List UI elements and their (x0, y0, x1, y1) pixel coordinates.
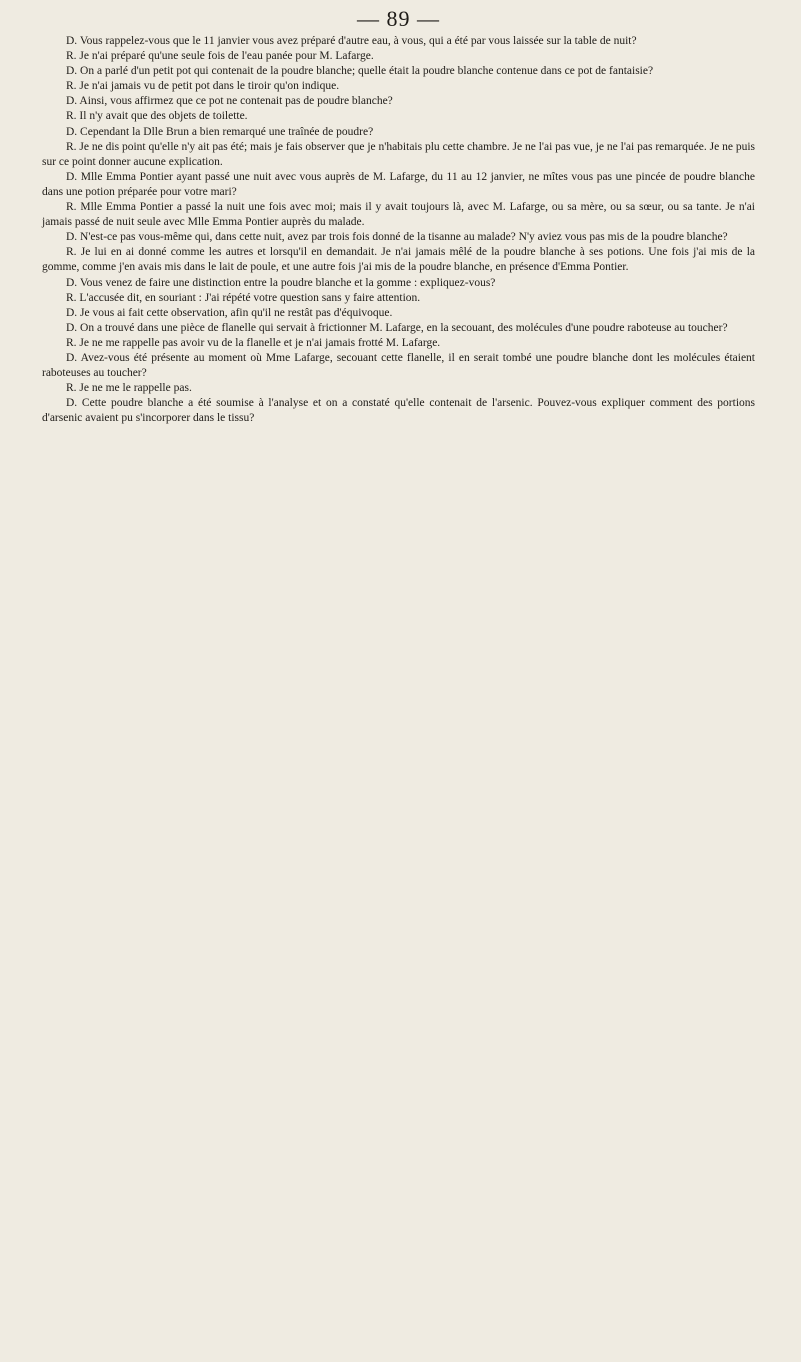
paragraph: R. Mlle Emma Pontier a passé la nuit une fois avec moi; mais il y avait toujours là, avec M. Lafarge, ou sa mère, ou sa sœur, ou sa tante. Je n'ai jamais passé de nuit seule avec Mlle Emma Pontier auprès du malade. (42, 201, 755, 229)
paragraph: R. L'accusée dit, en souriant : J'ai répété votre question sans y faire attention. (66, 291, 421, 304)
paragraph: D. N'est-ce pas vous-même qui, dans cette nuit, avez par trois fois donné de la tisanne au malade? N'y aviez vous pas mis de la poudre blanche? (66, 231, 728, 244)
paragraph: R. Je ne dis point qu'elle n'y ait pas été; mais je fais observer que je n'habitais plu cette chambre. Je ne l'ai pas vue, je ne l'ai pas remarquée. Je ne puis sur ce point donner aucune explication. (42, 140, 755, 168)
paragraph: D. Mlle Emma Pontier ayant passé une nuit avec vous auprès de M. Lafarge, du 11 au 12 janvier, ne mîtes vous pas une pincée de poudre blanche dans une potion préparée pour votre mari? (42, 170, 755, 198)
page-number: — 89 — (357, 6, 440, 31)
paragraph: R. Je n'ai jamais vu de petit pot dans le tiroir qu'on indique. (66, 80, 340, 93)
paragraph: D. Avez-vous été présente au moment où Mme Lafarge, secouant cette flanelle, il en serait tombé une poudre blanche dont les molécules étaient raboteuses au toucher? (42, 351, 755, 380)
paragraph: D. On a parlé d'un petit pot qui contenait de la poudre blanche; quelle était la poudre blanche contenue dans ce pot de fantaisie? (66, 65, 654, 78)
paragraph: R. Je ne me rappelle pas avoir vu de la flanelle et je n'ai jamais frotté M. Lafarge. (66, 336, 441, 349)
paragraph: D. Cependant la Dlle Brun a bien remarqué une traînée de poudre? (66, 125, 374, 138)
interrogation-text (42, 34, 755, 426)
paragraph: D. Vous venez de faire une distinction entre la poudre blanche et la gomme : expliquez-vous? (66, 276, 496, 289)
paragraph: R. Je ne me le rappelle pas. (66, 382, 192, 395)
paragraph: D. Vous rappelez-vous que le 11 janvier vous avez préparé d'autre eau, à vous, qui a été par vous laissée sur la table de nuit? (66, 35, 637, 47)
paragraph: D. On a trouvé dans une pièce de flanelle qui servait à frictionner M. Lafarge, en la secouant, des molécules d'une poudre raboteuse au toucher? (66, 321, 728, 334)
paragraph: R. Je n'ai préparé qu'une seule fois de l'eau panée pour M. Lafarge. (66, 50, 374, 63)
paragraph: D. Je vous ai fait cette observation, afin qu'il ne restât pas d'équivoque. (66, 306, 393, 319)
paragraph: D. Cette poudre blanche a été soumise à l'analyse et on a constaté qu'elle contenait de l'arsenic. Pouvez-vous expliquer comment des portions d'arsenic avaient pu s'incorporer dans le tissu? (42, 397, 755, 425)
paragraph: D. Ainsi, vous affirmez que ce pot ne contenait pas de poudre blanche? (66, 95, 393, 108)
paragraph: R. Il n'y avait que des objets de toilette. (66, 110, 248, 123)
paragraph: R. Je lui en ai donné comme les autres et lorsqu'il en demandait. Je n'ai jamais mêlé de la poudre blanche à ses potions. Une fois j'ai mis de la gomme, comme j'en avais mis dans le lait de poule, et une autre fois j'ai mis de la poudre blanche, en présence d'Emma Pontier. (42, 246, 755, 274)
